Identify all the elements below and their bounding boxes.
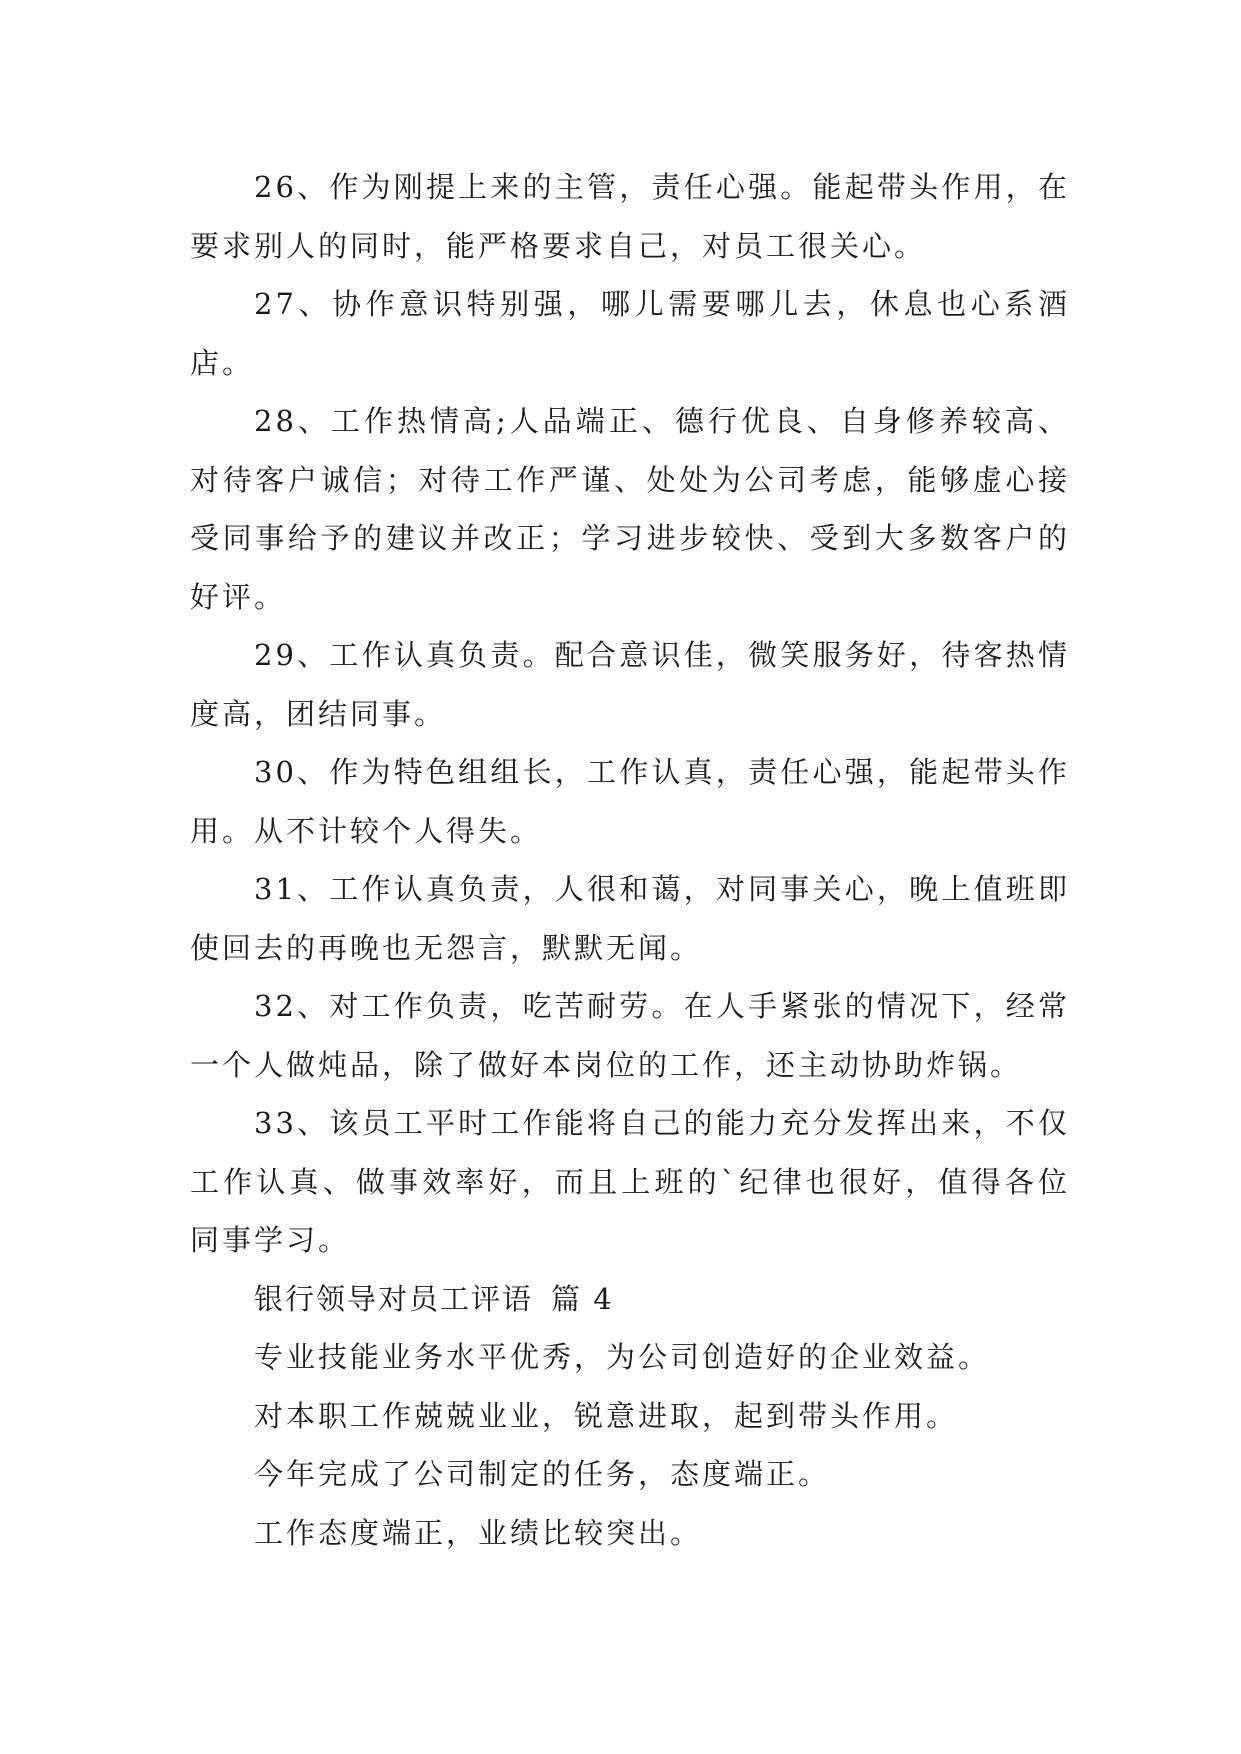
document-body <box>190 158 1070 1562</box>
short-comment-1: 专业技能业务水平优秀，为公司创造好的企业效益。 <box>254 1340 991 1374</box>
short-comment-4: 工作态度端正，业绩比较突出。 <box>254 1515 703 1550</box>
comment-paragraph-31: 31、工作认真负责，人很和蔼，对同事关心，晚上值班即使回去的再晚也无怨言，默默无闻。 <box>190 872 1070 965</box>
comment-paragraph-30: 30、作为特色组组长，工作认真，责任心强，能起带头作用。从不计较个人得失。 <box>190 755 1070 848</box>
comment-paragraph-29: 29、工作认真负责。配合意识佳，微笑服务好，待客热情度高，团结同事。 <box>190 638 1070 731</box>
comment-paragraph-33: 33、该员工平时工作能将自己的能力充分发挥出来，不仅工作认真、做事效率好，而且上班的`纪律也很好，值得各位同事学习。 <box>190 1106 1070 1257</box>
comment-paragraph-26: 26、作为刚提上来的主管，责任心强。能起带头作用，在要求别人的同时，能严格要求自己，对员工很关心。 <box>190 170 1070 263</box>
section-heading-part: 篇 4 <box>551 1281 614 1316</box>
short-comment-2: 对本职工作兢兢业业，锐意进取，起到带头作用。 <box>254 1398 959 1433</box>
comment-paragraph-27: 27、协作意识特别强，哪儿需要哪儿去，休息也心系酒店。 <box>190 287 1070 380</box>
comment-paragraph-32: 32、对工作负责，吃苦耐劳。在人手紧张的情况下，经常一个人做炖品，除了做好本岗位的工作，还主动协助炸锅。 <box>190 989 1070 1082</box>
short-comment-3: 今年完成了公司制定的任务，态度端正。 <box>254 1457 831 1491</box>
section-heading-title: 银行领导对员工评语 <box>254 1281 534 1316</box>
comment-paragraph-28: 28、工作热情高;人品端正、德行优良、自身修养较高、对待客户诚信；对待工作严谨、处处为公司考虑，能够虚心接受同事给予的建议并改正；学习进步较快、受到大多数客户的好评。 <box>190 404 1070 614</box>
section-heading <box>190 1270 1070 1329</box>
